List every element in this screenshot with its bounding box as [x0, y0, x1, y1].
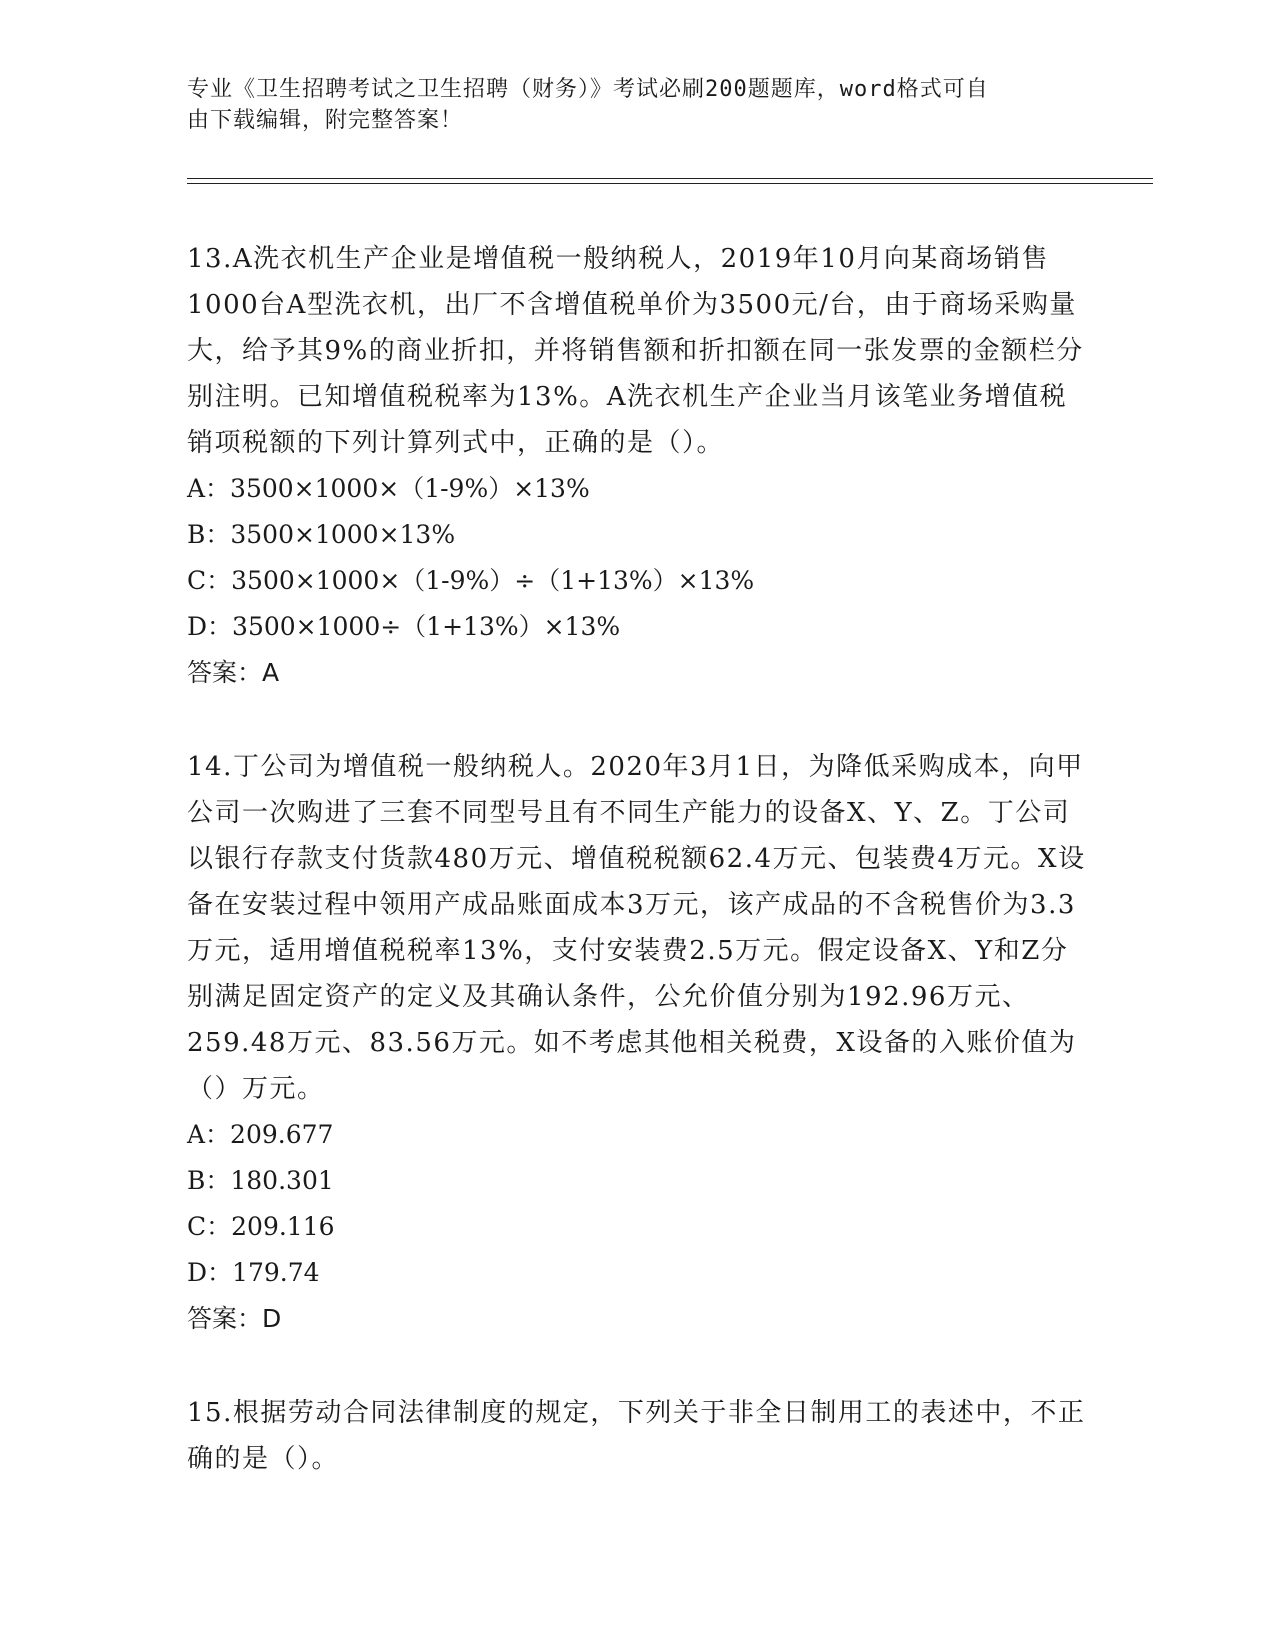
question-stem: 13.A洗衣机生产企业是增值税一般纳税人，2019年10月向某商场销售1000台A型洗衣机，出厂不含增值税单价为3500元/台，由于商场采购量大，给予其9%的商业折扣，并将销售额和折扣额在同一张发票的金额栏分别注明。已知增值税税率为13%。A洗衣机生产企业当月该笔业务增值税销项税额的下列计算列式中，正确的是（）。 [187, 244, 1084, 458]
question-spacer [187, 696, 1087, 744]
question-14 [187, 744, 1087, 1342]
option-b: B：3500×1000×13% [187, 520, 456, 549]
option-d: D：179.74 [187, 1258, 320, 1287]
header-rule-top [187, 178, 1153, 179]
question-list [187, 236, 1087, 1482]
option-c: C：3500×1000×（1-9%）÷（1+13%）×13% [187, 566, 755, 595]
answer-label: 答案：A [187, 658, 280, 687]
header-line-2: 由下载编辑，附完整答案！ [187, 108, 464, 133]
option-c: C：209.116 [187, 1212, 335, 1241]
option-a: A：3500×1000×（1-9%）×13% [187, 474, 590, 503]
option-a: A：209.677 [187, 1120, 334, 1149]
question-stem: 14.丁公司为增值税一般纳税人。2020年3月1日，为降低采购成本，向甲公司一次购进了三套不同型号且有不同生产能力的设备X、Y、Z。丁公司以银行存款支付货款480万元、增值税税额62.4万元、包装费4万元。X设备在安装过程中领用产成品账面成本3万元，该产成品的不含税售价为3.3万元，适用增值税税率13%，支付安装费2.5万元。假定设备X、Y和Z分别满足固定资产的定义及其确认条件，公允价值分别为192.96万元、259.48万元、83.56万元。如不考虑其他相关税费，X设备的入账价值为（）万元。 [187, 752, 1086, 1104]
option-b: B：180.301 [187, 1166, 334, 1195]
header-rule-bottom [187, 183, 1153, 184]
header-line-1: 专业《卫生招聘考试之卫生招聘（财务）》考试必刷200题题库，word格式可自 [187, 77, 989, 102]
question-13 [187, 236, 1087, 696]
question-stem: 15.根据劳动合同法律制度的规定，下列关于非全日制用工的表述中，不正确的是（）。 [187, 1398, 1086, 1474]
document-header [187, 74, 1067, 136]
question-15 [187, 1390, 1087, 1482]
question-spacer [187, 1342, 1087, 1390]
option-d: D：3500×1000÷（1+13%）×13% [187, 612, 621, 641]
answer-label: 答案：D [187, 1304, 282, 1333]
